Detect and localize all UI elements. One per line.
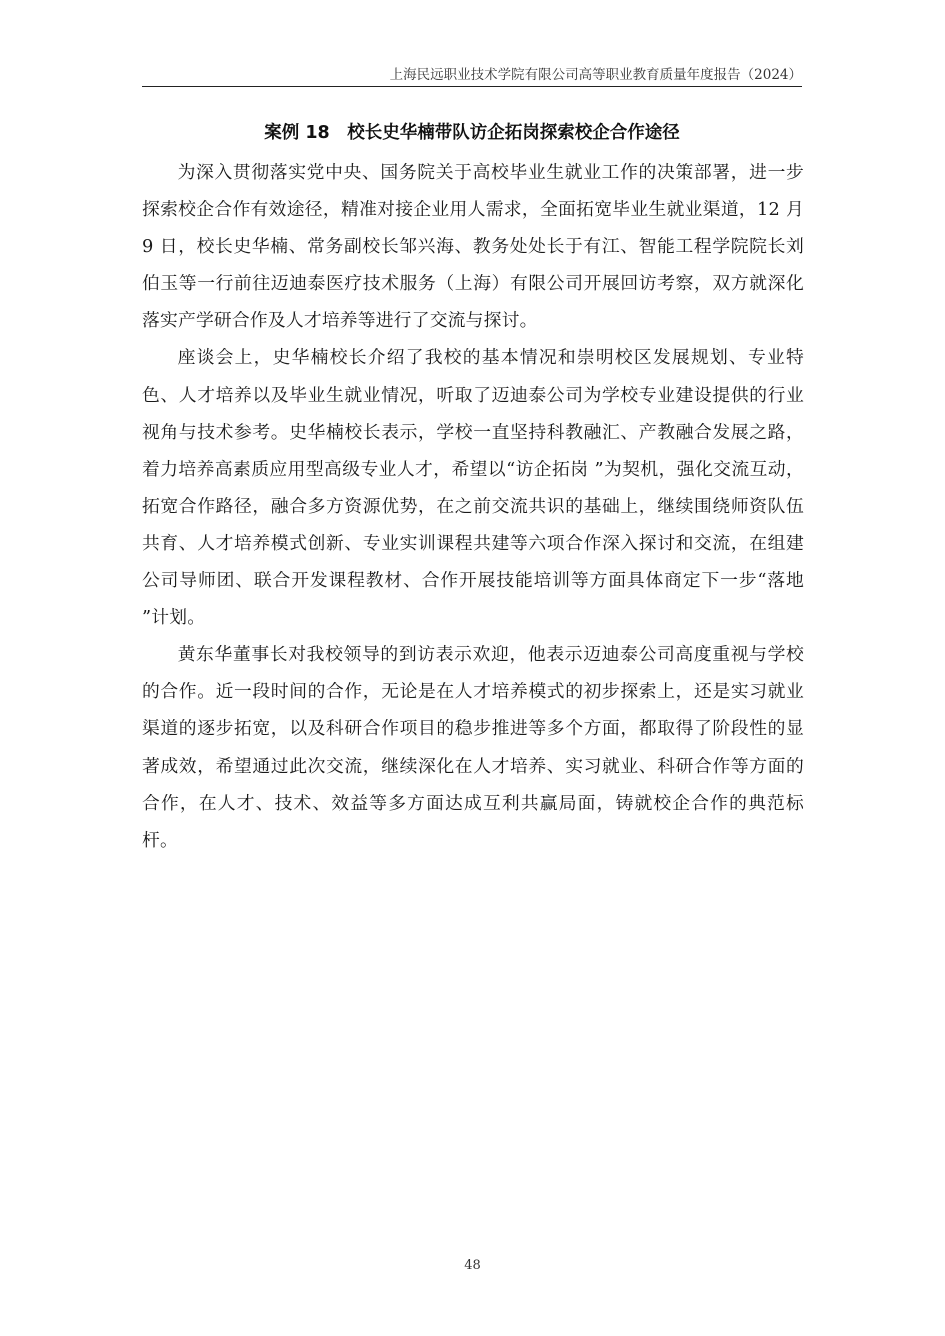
body-text xyxy=(142,154,804,859)
case-title: 案例 18 校长史华楠带队访企拓岗探索校企合作途径 xyxy=(264,123,680,143)
paragraph-3: 黄东华董事长对我校领导的到访表示欢迎，他表示迈迪泰公司高度重视与学校的合作。近一段时间的合作，无论是在人才培养模式的初步探索上，还是实习就业渠道的逐步拓宽，以及科研合作项目的稳步推进等多个方面，都取得了阶段性的显著成效，希望通过此次交流，继续深化在人才培养、实习就业、科研合作等方面的合作，在人才、技术、效益等多方面达成互利共赢局面，铸就校企合作的典范标杆。 xyxy=(142,644,804,851)
paragraph-1: 为深入贯彻落实党中央、国务院关于高校毕业生就业工作的决策部署，进一步探索校企合作有效途径，精准对接企业用人需求，全面拓宽毕业生就业渠道，12 月 9 日，校长史华楠、常务副校长邹兴海、教务处处长于有江、智能工程学院院长刘伯玉等一行前往迈迪泰医疗技术服务（上海）有限公司开展回访考察，双方就深化落实产学研合作及人才培养等进行了交流与探讨。 xyxy=(142,162,804,332)
running-header: 上海民远职业技术学院有限公司高等职业教育质量年度报告（2024） xyxy=(142,64,802,87)
page-number: 48 xyxy=(464,1258,481,1273)
paragraph-2: 座谈会上，史华楠校长介绍了我校的基本情况和崇明校区发展规划、专业特色、人才培养以及毕业生就业情况，听取了迈迪泰公司为学校专业建设提供的行业视角与技术参考。史华楠校长表示，学校一直坚持科教融汇、产教融合发展之路，着力培养高素质应用型高级专业人才，希望以“访企拓岗 ”为契机，强化交流互动，拓宽合作路径，融合多方资源优势，在之前交流共识的基础上，继续围绕师资队伍共育、人才培养模式创新、专业实训课程共建等六项合作深入探讨和交流，在组建公司导师团、联合开发课程教材、合作开展技能培训等方面具体商定下一步“落地 ”计划。 xyxy=(142,347,804,629)
